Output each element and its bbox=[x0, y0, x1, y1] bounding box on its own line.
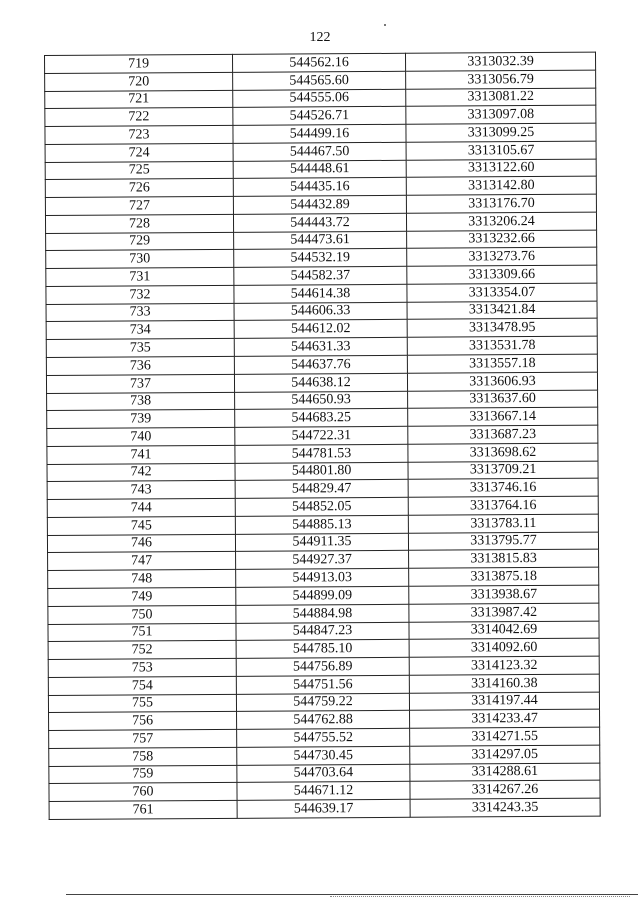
x-coordinate-cell: 544801.80 bbox=[235, 462, 408, 481]
x-coordinate-cell: 544762.88 bbox=[237, 711, 410, 730]
point-number-cell: 757 bbox=[49, 729, 237, 748]
point-number-cell: 729 bbox=[46, 232, 234, 251]
y-coordinate-cell: 3314042.69 bbox=[409, 621, 599, 640]
point-number-cell: 721 bbox=[45, 90, 233, 109]
point-number-cell: 761 bbox=[49, 800, 237, 819]
x-coordinate-cell: 544911.35 bbox=[235, 533, 408, 552]
point-number-cell: 737 bbox=[46, 374, 234, 393]
point-number-cell: 746 bbox=[47, 534, 235, 553]
x-coordinate-cell: 544671.12 bbox=[237, 782, 410, 801]
x-coordinate-cell: 544703.64 bbox=[237, 764, 410, 783]
x-coordinate-cell: 544751.56 bbox=[236, 675, 409, 694]
point-number-cell: 735 bbox=[46, 339, 234, 358]
point-number-cell: 739 bbox=[47, 410, 235, 429]
table-row bbox=[49, 798, 600, 819]
x-coordinate-cell: 544683.25 bbox=[235, 409, 408, 428]
y-coordinate-cell: 3313746.16 bbox=[408, 478, 598, 497]
point-number-cell: 719 bbox=[45, 54, 233, 73]
y-coordinate-cell: 3313709.21 bbox=[408, 461, 598, 480]
y-coordinate-cell: 3313176.70 bbox=[406, 194, 596, 213]
point-number-cell: 752 bbox=[48, 641, 236, 660]
point-number-cell: 720 bbox=[45, 72, 233, 91]
point-number-cell: 743 bbox=[47, 481, 235, 500]
page-number: 122 bbox=[309, 30, 331, 45]
y-coordinate-cell: 3313637.60 bbox=[408, 390, 598, 409]
x-coordinate-cell: 544885.13 bbox=[235, 515, 408, 534]
y-coordinate-cell: 3314197.44 bbox=[409, 692, 599, 711]
x-coordinate-cell: 544639.17 bbox=[237, 799, 410, 818]
point-number-cell: 749 bbox=[48, 587, 236, 606]
point-number-cell: 756 bbox=[49, 712, 237, 731]
y-coordinate-cell: 3313309.66 bbox=[407, 265, 597, 284]
point-number-cell: 734 bbox=[46, 321, 234, 340]
footer-rule-dotted bbox=[330, 896, 630, 897]
point-number-cell: 736 bbox=[46, 356, 234, 375]
x-coordinate-cell: 544631.33 bbox=[234, 338, 407, 357]
y-coordinate-cell: 3314267.26 bbox=[410, 781, 600, 800]
point-number-cell: 753 bbox=[48, 658, 236, 677]
y-coordinate-cell: 3313273.76 bbox=[407, 248, 597, 267]
x-coordinate-cell: 544435.16 bbox=[233, 178, 406, 197]
x-coordinate-cell: 544638.12 bbox=[234, 373, 407, 392]
x-coordinate-cell: 544730.45 bbox=[237, 746, 410, 765]
y-coordinate-cell: 3313698.62 bbox=[408, 443, 598, 462]
x-coordinate-cell: 544606.33 bbox=[234, 302, 407, 321]
point-number-cell: 730 bbox=[46, 250, 234, 269]
y-coordinate-cell: 3313531.78 bbox=[407, 336, 597, 355]
x-coordinate-cell: 544884.98 bbox=[236, 604, 409, 623]
y-coordinate-cell: 3313783.11 bbox=[408, 514, 598, 533]
point-number-cell: 758 bbox=[49, 747, 237, 766]
y-coordinate-cell: 3313667.14 bbox=[408, 407, 598, 426]
point-number-cell: 732 bbox=[46, 285, 234, 304]
x-coordinate-cell: 544555.06 bbox=[233, 89, 406, 108]
point-number-cell: 725 bbox=[45, 161, 233, 180]
y-coordinate-cell: 3314233.47 bbox=[410, 709, 600, 728]
x-coordinate-cell: 544565.60 bbox=[233, 71, 406, 90]
point-number-cell: 723 bbox=[45, 125, 233, 144]
scan-speck bbox=[384, 24, 386, 26]
point-number-cell: 759 bbox=[49, 765, 237, 784]
y-coordinate-cell: 3313105.67 bbox=[406, 141, 596, 160]
point-number-cell: 731 bbox=[46, 268, 234, 287]
x-coordinate-cell: 544755.52 bbox=[237, 728, 410, 747]
x-coordinate-cell: 544756.89 bbox=[236, 657, 409, 676]
y-coordinate-cell: 3313122.60 bbox=[406, 159, 596, 178]
y-coordinate-cell: 3314092.60 bbox=[409, 638, 599, 657]
x-coordinate-cell: 544448.61 bbox=[233, 160, 406, 179]
y-coordinate-cell: 3313421.84 bbox=[407, 301, 597, 320]
y-coordinate-cell: 3313081.22 bbox=[406, 88, 596, 107]
y-coordinate-cell: 3313987.42 bbox=[409, 603, 599, 622]
point-number-cell: 741 bbox=[47, 445, 235, 464]
point-number-cell: 728 bbox=[45, 214, 233, 233]
y-coordinate-cell: 3313938.67 bbox=[409, 585, 599, 604]
point-number-cell: 724 bbox=[45, 143, 233, 162]
point-number-cell: 744 bbox=[47, 498, 235, 517]
point-number-cell: 750 bbox=[48, 605, 236, 624]
y-coordinate-cell: 3313232.66 bbox=[407, 230, 597, 249]
x-coordinate-cell: 544526.71 bbox=[233, 107, 406, 126]
x-coordinate-cell: 544637.76 bbox=[234, 355, 407, 374]
x-coordinate-cell: 544829.47 bbox=[235, 480, 408, 499]
x-coordinate-cell: 544759.22 bbox=[236, 693, 409, 712]
point-number-cell: 727 bbox=[45, 196, 233, 215]
x-coordinate-cell: 544499.16 bbox=[233, 124, 406, 143]
x-coordinate-cell: 544612.02 bbox=[234, 320, 407, 339]
point-number-cell: 740 bbox=[47, 427, 235, 446]
x-coordinate-cell: 544473.61 bbox=[234, 231, 407, 250]
coordinate-table-body bbox=[45, 52, 601, 819]
x-coordinate-cell: 544913.03 bbox=[236, 568, 409, 587]
footer-rule bbox=[66, 894, 638, 895]
y-coordinate-cell: 3313354.07 bbox=[407, 283, 597, 302]
y-coordinate-cell: 3314271.55 bbox=[410, 727, 600, 746]
coordinate-table bbox=[44, 52, 601, 820]
y-coordinate-cell: 3313097.08 bbox=[406, 105, 596, 124]
y-coordinate-cell: 3313206.24 bbox=[406, 212, 596, 231]
x-coordinate-cell: 544443.72 bbox=[233, 213, 406, 232]
x-coordinate-cell: 544532.19 bbox=[234, 249, 407, 268]
y-coordinate-cell: 3313815.83 bbox=[409, 550, 599, 569]
point-number-cell: 726 bbox=[45, 179, 233, 198]
y-coordinate-cell: 3313032.39 bbox=[405, 52, 595, 71]
y-coordinate-cell: 3313687.23 bbox=[408, 425, 598, 444]
point-number-cell: 748 bbox=[48, 570, 236, 589]
x-coordinate-cell: 544852.05 bbox=[235, 497, 408, 516]
point-number-cell: 722 bbox=[45, 108, 233, 127]
x-coordinate-cell: 544927.37 bbox=[236, 551, 409, 570]
x-coordinate-cell: 544562.16 bbox=[232, 53, 405, 72]
point-number-cell: 738 bbox=[47, 392, 235, 411]
y-coordinate-cell: 3313795.77 bbox=[408, 532, 598, 551]
y-coordinate-cell: 3313557.18 bbox=[407, 354, 597, 373]
y-coordinate-cell: 3314243.35 bbox=[410, 798, 600, 817]
x-coordinate-cell: 544582.37 bbox=[234, 266, 407, 285]
x-coordinate-cell: 544722.31 bbox=[235, 426, 408, 445]
point-number-cell: 751 bbox=[48, 623, 236, 642]
x-coordinate-cell: 544785.10 bbox=[236, 640, 409, 659]
point-number-cell: 754 bbox=[48, 676, 236, 695]
point-number-cell: 747 bbox=[48, 552, 236, 571]
x-coordinate-cell: 544467.50 bbox=[233, 142, 406, 161]
y-coordinate-cell: 3313478.95 bbox=[407, 319, 597, 338]
y-coordinate-cell: 3313142.80 bbox=[406, 176, 596, 195]
point-number-cell: 745 bbox=[47, 516, 235, 535]
x-coordinate-cell: 544432.89 bbox=[233, 195, 406, 214]
y-coordinate-cell: 3313875.18 bbox=[409, 567, 599, 586]
y-coordinate-cell: 3314297.05 bbox=[410, 745, 600, 764]
x-coordinate-cell: 544847.23 bbox=[236, 622, 409, 641]
y-coordinate-cell: 3314123.32 bbox=[409, 656, 599, 675]
x-coordinate-cell: 544899.09 bbox=[236, 586, 409, 605]
y-coordinate-cell: 3313056.79 bbox=[406, 70, 596, 89]
point-number-cell: 733 bbox=[46, 303, 234, 322]
y-coordinate-cell: 3313764.16 bbox=[408, 496, 598, 515]
point-number-cell: 760 bbox=[49, 783, 237, 802]
y-coordinate-cell: 3314288.61 bbox=[410, 763, 600, 782]
point-number-cell: 755 bbox=[48, 694, 236, 713]
point-number-cell: 742 bbox=[47, 463, 235, 482]
y-coordinate-cell: 3314160.38 bbox=[409, 674, 599, 693]
y-coordinate-cell: 3313606.93 bbox=[407, 372, 597, 391]
x-coordinate-cell: 544781.53 bbox=[235, 444, 408, 463]
y-coordinate-cell: 3313099.25 bbox=[406, 123, 596, 142]
x-coordinate-cell: 544650.93 bbox=[235, 391, 408, 410]
x-coordinate-cell: 544614.38 bbox=[234, 284, 407, 303]
